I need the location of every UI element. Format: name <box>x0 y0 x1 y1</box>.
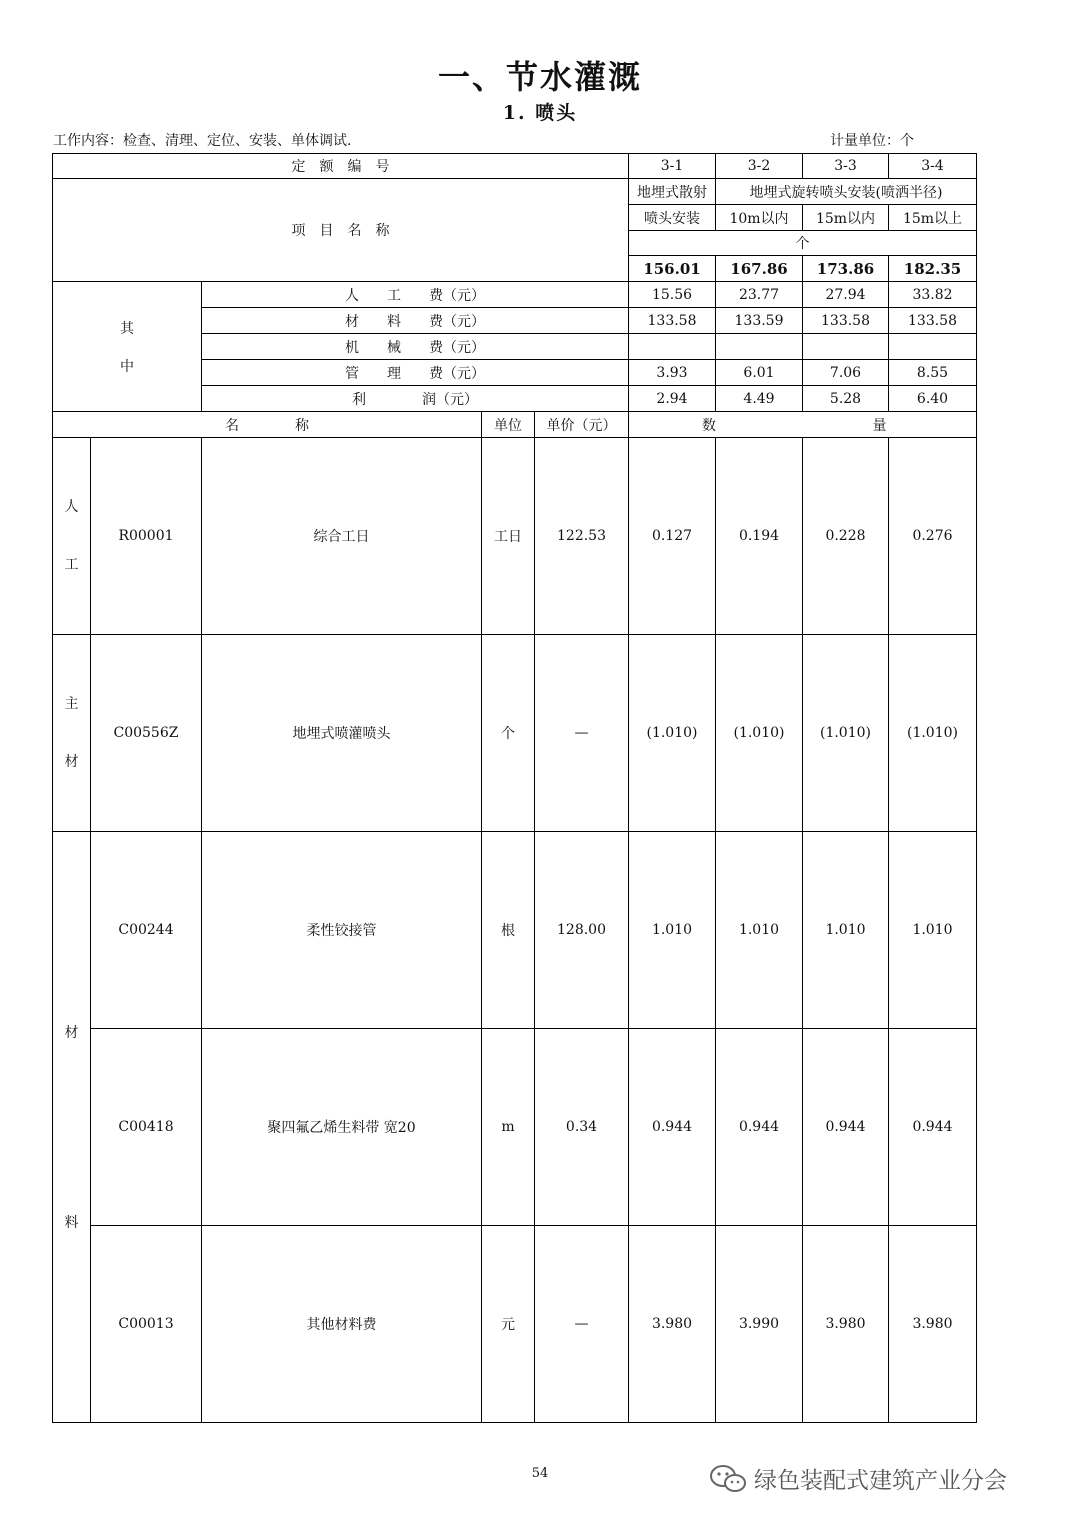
category-char: 料 <box>64 1215 79 1231</box>
item-unit: 个 <box>629 231 977 256</box>
resource-unit: 元 <box>482 1226 535 1423</box>
resource-qty: 3.980 <box>629 1226 716 1423</box>
base-price: 182.35 <box>889 256 977 282</box>
resource-row <box>53 1029 977 1226</box>
cost-row <box>53 282 977 308</box>
item-name-row <box>53 179 977 205</box>
category-char: 工 <box>64 557 79 573</box>
resource-qty: (1.010) <box>889 635 977 832</box>
resource-name: 综合工日 <box>202 438 482 635</box>
quota-code: 3-3 <box>803 154 889 179</box>
watermark <box>708 1462 1007 1495</box>
cost-group-char: 其 <box>120 320 134 337</box>
resource-code: C00244 <box>91 832 202 1029</box>
resource-unit: m <box>482 1029 535 1226</box>
resource-price-header: 单价（元） <box>535 412 629 438</box>
cost-value <box>803 334 889 360</box>
item-name-label: 项 目 名 称 <box>53 179 629 282</box>
cost-value <box>889 334 977 360</box>
resource-qty: 1.010 <box>629 832 716 1029</box>
cost-value <box>716 334 803 360</box>
category-material <box>53 832 91 1423</box>
resource-price: 122.53 <box>535 438 629 635</box>
cost-value: 33.82 <box>889 282 977 308</box>
item-subname: 10m以内 <box>716 205 803 231</box>
item-name-col1-a: 地埋式散射 <box>629 179 716 205</box>
resource-qty: (1.010) <box>803 635 889 832</box>
cost-value: 8.55 <box>889 360 977 386</box>
cost-value: 27.94 <box>803 282 889 308</box>
quota-code-label: 定 额 编 号 <box>53 154 629 179</box>
resource-code: C00013 <box>91 1226 202 1423</box>
resource-row <box>53 832 977 1029</box>
cost-value: 3.93 <box>629 360 716 386</box>
cost-value: 4.49 <box>716 386 803 412</box>
resource-qty: 1.010 <box>716 832 803 1029</box>
cost-value <box>629 334 716 360</box>
quota-code: 3-2 <box>716 154 803 179</box>
resource-qty: 3.980 <box>889 1226 977 1423</box>
quota-code-row <box>53 154 977 179</box>
resource-code: C00418 <box>91 1029 202 1226</box>
wechat-icon <box>708 1463 748 1495</box>
qty-header-char: 数 <box>702 417 716 434</box>
cost-value: 6.01 <box>716 360 803 386</box>
resource-qty: 0.944 <box>629 1029 716 1226</box>
resource-price: 128.00 <box>535 832 629 1029</box>
quota-code: 3-1 <box>629 154 716 179</box>
cost-value: 133.58 <box>803 308 889 334</box>
section-subtitle: 1. 喷头 <box>502 102 578 124</box>
cost-label: 利 润（元） <box>202 386 629 412</box>
cost-label: 材 料 费（元） <box>202 308 629 334</box>
resource-name: 聚四氟乙烯生料带 宽20 <box>202 1029 482 1226</box>
resource-unit: 根 <box>482 832 535 1029</box>
base-price: 173.86 <box>803 256 889 282</box>
resource-unit: 个 <box>482 635 535 832</box>
resource-qty: 0.944 <box>803 1029 889 1226</box>
cost-value: 7.06 <box>803 360 889 386</box>
resource-qty: (1.010) <box>716 635 803 832</box>
resource-row <box>53 1226 977 1423</box>
resource-qty: 0.228 <box>803 438 889 635</box>
watermark-text: 绿色装配式建筑产业分会 <box>754 1468 1007 1494</box>
cost-value: 133.59 <box>716 308 803 334</box>
resource-header-row <box>53 412 977 438</box>
cost-label: 人 工 费（元） <box>202 282 629 308</box>
cost-group-label <box>53 282 202 412</box>
resource-code: C00556Z <box>91 635 202 832</box>
quota-code: 3-4 <box>889 154 977 179</box>
resource-name-header: 名 称 <box>53 412 482 438</box>
cost-label: 管 理 费（元） <box>202 360 629 386</box>
resource-qty: 0.276 <box>889 438 977 635</box>
cost-value: 133.58 <box>629 308 716 334</box>
cost-value: 133.58 <box>889 308 977 334</box>
cost-group-char: 中 <box>120 358 134 375</box>
resource-qty: (1.010) <box>629 635 716 832</box>
resource-qty: 0.944 <box>889 1029 977 1226</box>
resource-price: — <box>535 1226 629 1423</box>
category-char: 主 <box>64 696 79 712</box>
resource-qty-header <box>629 412 977 438</box>
category-main-material <box>53 635 91 832</box>
resource-name: 地埋式喷灌喷头 <box>202 635 482 832</box>
cost-value: 6.40 <box>889 386 977 412</box>
resource-qty: 0.944 <box>716 1029 803 1226</box>
resource-qty: 3.980 <box>803 1226 889 1423</box>
resource-name: 其他材料费 <box>202 1226 482 1423</box>
quota-table <box>52 153 977 1423</box>
cost-label: 机 械 费（元） <box>202 334 629 360</box>
base-price: 156.01 <box>629 256 716 282</box>
qty-header-char: 量 <box>872 417 887 434</box>
resource-unit: 工日 <box>482 438 535 635</box>
rotary-group-label: 地埋式旋转喷头安装(喷洒半径) <box>716 179 977 205</box>
resource-row <box>53 635 977 832</box>
item-subname: 15m以上 <box>889 205 977 231</box>
resource-code: R00001 <box>91 438 202 635</box>
category-char: 材 <box>64 754 79 770</box>
resource-unit-header: 单位 <box>482 412 535 438</box>
cost-value: 15.56 <box>629 282 716 308</box>
cost-value: 23.77 <box>716 282 803 308</box>
resource-qty: 0.194 <box>716 438 803 635</box>
resource-qty: 0.127 <box>629 438 716 635</box>
work-content: 工作内容：检查、清理、定位、安装、单体调试. <box>53 133 352 149</box>
item-subname: 15m以内 <box>803 205 889 231</box>
resource-qty: 3.990 <box>716 1226 803 1423</box>
item-name-col1-b: 喷头安装 <box>629 205 716 231</box>
page-number: 54 <box>531 1466 549 1481</box>
page-title: 一、节水灌溉 <box>437 58 642 96</box>
cost-value: 2.94 <box>629 386 716 412</box>
resource-name: 柔性铰接管 <box>202 832 482 1029</box>
measure-unit: 计量单位：个 <box>830 133 914 149</box>
category-char: 材 <box>64 1025 79 1041</box>
resource-row <box>53 438 977 635</box>
base-price: 167.86 <box>716 256 803 282</box>
resource-qty: 1.010 <box>889 832 977 1029</box>
resource-qty: 1.010 <box>803 832 889 1029</box>
category-labor <box>53 438 91 635</box>
resource-price: 0.34 <box>535 1029 629 1226</box>
category-char: 人 <box>64 499 79 515</box>
cost-value: 5.28 <box>803 386 889 412</box>
resource-price: — <box>535 635 629 832</box>
